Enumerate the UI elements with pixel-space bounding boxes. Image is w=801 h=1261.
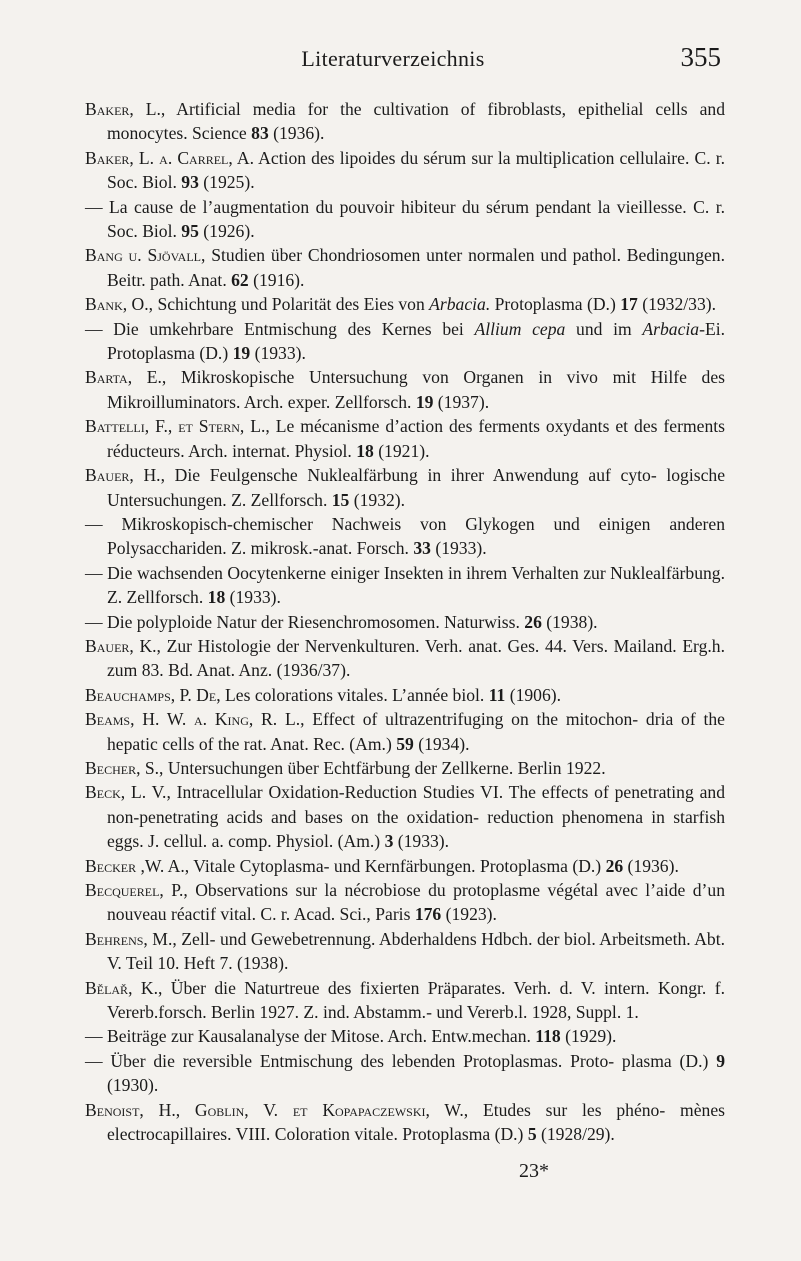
reference-entry (85, 561, 725, 610)
reference-entry (85, 707, 725, 756)
reference-text: Die Feulgensche Nuklealfärbung in ihrer Anwendung auf cyto- logische Untersuchungen. Z. Zellforsch. (107, 465, 725, 510)
reference-text: Les colorations vitales. L’année biol. (220, 684, 489, 705)
reference-text: (1930). (107, 1075, 159, 1096)
reference-text: (1933). (430, 538, 487, 559)
reference-volume: 118 (535, 1026, 561, 1047)
reference-author: Benoist, H., Goblin, V. et Kopapaczewski, W., (85, 1099, 469, 1120)
reference-entry (85, 927, 725, 976)
reference-text: (1906). (505, 684, 562, 705)
reference-entry (85, 756, 725, 780)
reference-volume: 33 (413, 538, 431, 559)
reference-text: und im (565, 318, 643, 339)
reference-entry (85, 414, 725, 463)
reference-text: Studien über Chondriosomen unter normalen und pathol. Bedingungen. Beitr. path. Anat. (107, 245, 726, 290)
reference-text: Die polyploide Natur der Riesenchromosomen. Naturwiss. (107, 611, 525, 632)
reference-entry (85, 195, 725, 244)
reference-text: Artificial media for the cultivation of fibroblasts, epithelial cells and monocytes. Science (107, 99, 725, 144)
reference-entry (85, 878, 725, 927)
reference-text: Le mécanisme d’action des ferments oxydants et des ferments réducteurs. Arch. internat. Physiol. (107, 416, 725, 461)
reference-volume: 19 (232, 343, 251, 364)
reference-entry (85, 634, 725, 683)
reference-text: Observations sur la nécrobiose du protoplasme végétal avec l’aide d’un nouveau réactif vital. C. r. Acad. Sci., Paris (107, 880, 725, 925)
reference-text: (1932). (349, 489, 406, 510)
reference-text: Intracellular Oxidation-Reduction Studies VI. The effects of penetrating and non-penetrating acids and bases on the oxidation- reduction phenomena in starfish eggs. J. cellul. a. comp. Physiol. (Am.) (107, 782, 725, 852)
reference-entry (85, 317, 725, 366)
reference-author: — (85, 562, 108, 583)
page-number: 355 (680, 42, 721, 72)
reference-text: (1925). (198, 172, 255, 193)
reference-text: (1929). (560, 1026, 617, 1047)
reference-entry (85, 1098, 725, 1147)
reference-author: Bauer, H., (85, 465, 165, 486)
reference-text: (1936). (268, 123, 325, 144)
reference-text: (1916). (248, 269, 305, 290)
reference-entry (85, 854, 725, 878)
reference-entry (85, 1024, 725, 1048)
reference-text: Über die reversible Entmischung des lebenden Protoplasmas. Proto- plasma (D.) (110, 1050, 717, 1071)
sheet-signature: 23* (519, 1160, 549, 1182)
reference-entry (85, 463, 725, 512)
reference-italic: Arbacia- (642, 318, 705, 339)
reference-author: Bauer, K., (85, 635, 161, 656)
reference-author: Becher, S., (85, 757, 164, 778)
reference-volume: 62 (231, 269, 249, 290)
reference-volume: 83 (251, 123, 269, 144)
reference-text: Mikroskopische Untersuchung von Organen in vivo mit Hilfe des Mikroilluminators. Arch. exper. Zellforsch. (107, 367, 725, 412)
reference-volume: 93 (181, 172, 199, 193)
reference-list (85, 97, 725, 1146)
reference-author: Behrens, M., (85, 928, 177, 949)
reference-entry (85, 365, 725, 414)
reference-text: Untersuchungen über Echtfärbung der Zellkerne. Berlin 1922. (163, 757, 606, 778)
reference-volume: 15 (331, 489, 350, 510)
reference-author: — (85, 196, 110, 217)
reference-text: Action des lipoides du sérum sur la multiplication cellulaire. C. r. Soc. Biol. (107, 147, 725, 193)
reference-text: (1932/33). (637, 294, 716, 315)
reference-entry (85, 97, 725, 146)
reference-entry (85, 780, 725, 853)
reference-text: Protoplasma (D.) (490, 294, 621, 315)
reference-author: Beauchamps, P. De, (85, 684, 221, 705)
reference-text: Über die Naturtreue des fixierten Präparates. Verh. d. V. intern. Kongr. f. Vererb.forsch. Berlin 1927. Z. ind. Abstamm.- und Vererb.l. 1928, Suppl. 1. (107, 977, 725, 1023)
reference-entry (85, 610, 725, 634)
reference-author: Bank, O., (85, 294, 154, 315)
reference-italic: Arbacia. (429, 294, 491, 315)
reference-volume: 11 (488, 684, 506, 705)
reference-italic: Allium cepa (474, 318, 566, 339)
reference-text: (1933). (393, 831, 450, 852)
reference-author: Baker, L. a. Carrel, A. (85, 147, 255, 168)
reference-entry (85, 146, 725, 195)
reference-text: Beiträge zur Kausalanalyse der Mitose. Arch. Entw.mechan. (107, 1026, 536, 1047)
reference-text: (1936). (623, 855, 679, 876)
header-title: Literaturverzeichnis (301, 46, 485, 71)
reference-volume: 19 (415, 391, 434, 412)
reference-text: Etudes sur les phéno- mènes electrocapillaires. VIII. Coloration vitale. Protoplasma (D.) (107, 1099, 725, 1145)
reference-volume: 18 (356, 440, 374, 461)
reference-text: Schichtung und Polarität des Eies von (153, 294, 430, 315)
reference-entry (85, 512, 725, 561)
reference-volume: 17 (620, 294, 638, 315)
reference-author: — (85, 1026, 107, 1047)
reference-text: (1921). (373, 440, 430, 461)
reference-text: Effect of ultrazentrifuging on the mitochon- dria of the hepatic cells of the rat. Anat. Rec. (Am.) (107, 709, 725, 754)
running-header (65, 42, 721, 76)
reference-text: Vitale Cytoplasma- und Kernfärbungen. Protoplasma (D.) (189, 855, 606, 876)
reference-author: Baker, L., (85, 99, 166, 119)
reference-author: — (85, 611, 107, 632)
reference-volume: 26 (605, 855, 624, 876)
reference-text: (1923). (441, 904, 497, 925)
reference-text: (1937). (433, 391, 490, 412)
reference-volume: 5 (527, 1124, 537, 1145)
reference-text: (1933). (250, 343, 306, 364)
reference-text: Ei. Protoplasma (D.) (107, 318, 725, 364)
reference-text: Die umkehrbare Entmischung des Kernes bei (113, 318, 475, 339)
reference-text: La cause de l’augmentation du pouvoir hibiteur du sérum pendant la vieillesse. C. r. Soc. Biol. (107, 196, 725, 242)
reference-entry (85, 683, 725, 707)
reference-author: — (85, 318, 114, 339)
reference-volume: 59 (396, 733, 414, 754)
reference-text: (1933). (225, 587, 281, 608)
reference-text: (1938). (541, 611, 598, 632)
reference-text: (1934). (413, 733, 470, 754)
reference-text: Mikroskopisch-chemischer Nachweis von Glykogen und einigen anderen Polysacchariden. Z. mikrosk.-anat. Forsch. (107, 513, 725, 559)
reference-text: (1926). (198, 221, 255, 242)
reference-entry (85, 292, 725, 316)
reference-author: Becker ,W. A., (85, 855, 190, 876)
reference-volume: 18 (207, 587, 226, 608)
reference-text: Zur Histologie der Nervenkulturen. Verh. anat. Ges. 44. Vers. Mailand. Erg.h. zum 83. Bd. Anat. Anz. (1936/37). (107, 635, 725, 681)
reference-author: Barta, E., (85, 367, 167, 388)
reference-author: — (85, 513, 122, 534)
reference-text: (1928/29). (536, 1124, 615, 1145)
reference-author: Bělař, K., (85, 977, 163, 998)
reference-volume: 3 (384, 831, 394, 852)
reference-text: Zell- und Gewebetrennung. Abderhaldens Hdbch. der biol. Arbeitsmeth. Abt. V. Teil 10. Heft 7. (1938). (107, 928, 725, 974)
reference-author: Bang u. Sjövall, (85, 245, 206, 266)
reference-entry (85, 976, 725, 1025)
reference-volume: 9 (716, 1050, 725, 1071)
reference-text: Die wachsenden Oocytenkerne einiger Insekten in ihrem Verhalten zur Nuklealfärbung. Z. Zellforsch. (107, 562, 725, 608)
reference-author: Beams, H. W. a. King, R. L., (85, 709, 305, 730)
reference-author: — (85, 1050, 111, 1071)
reference-author: Becquerel, P., (85, 880, 188, 900)
reference-author: Battelli, F., et Stern, L., (85, 416, 270, 437)
reference-volume: 26 (524, 611, 542, 632)
reference-volume: 176 (414, 904, 442, 925)
reference-entry (85, 243, 725, 292)
reference-volume: 95 (181, 221, 199, 242)
reference-entry (85, 1049, 725, 1098)
reference-author: Beck, L. V., (85, 782, 171, 803)
